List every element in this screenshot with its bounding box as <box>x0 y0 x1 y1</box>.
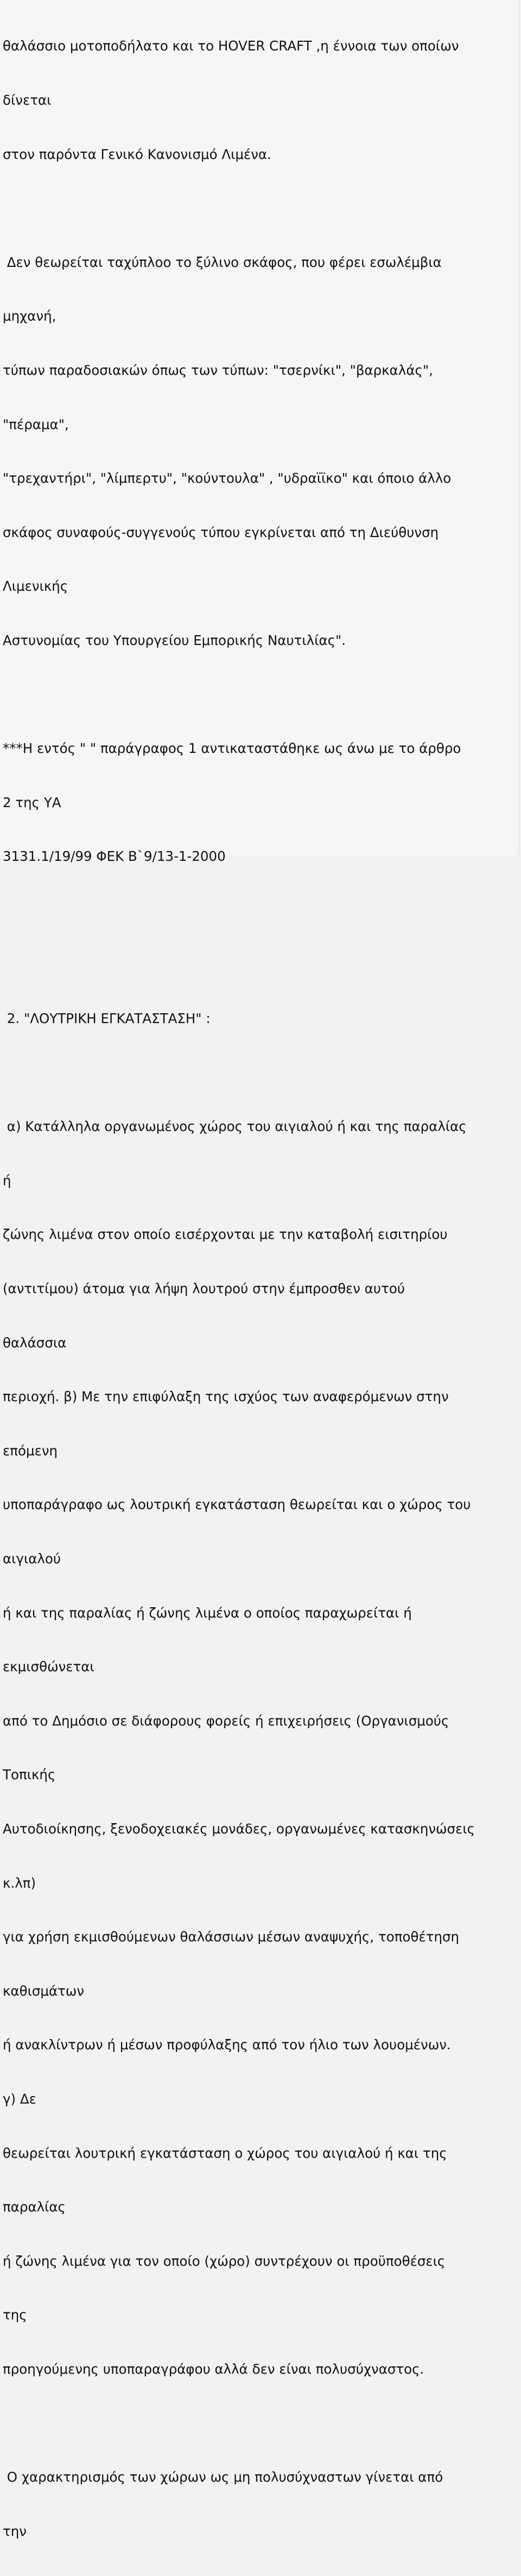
text-line: Λιμενικής <box>3 578 68 595</box>
text-line <box>3 1064 517 1082</box>
text-line: δίνεται <box>3 92 52 108</box>
text-line: 2 της ΥΑ <box>3 794 61 810</box>
text-line: (αντιτίμου) άτομα για λήψη λουτρού στην έμπροσθεν αυτού <box>3 1281 405 1297</box>
text-line: θαλάσσιο μοτοποδήλατο και το HOVER CRAFT ,η έννοια των οποίων <box>3 38 459 54</box>
text-line: τύπων παραδοσιακών όπως των τύπων: "τσερνίκι", "βαρκαλάς", <box>3 362 433 378</box>
text-line: ή ζώνης λιμένα για τον οποίο (χώρο) συντρέχουν οι προϋποθέσεις <box>3 2253 446 2269</box>
text-line: Δεν θεωρείται ταχύπλοο το ξύλινο σκάφος, που φέρει εσωλέμβια <box>3 254 442 270</box>
text-line: "πέραμα", <box>3 416 69 432</box>
text-line: "τρεχαντήρι", "λίμπερτυ", "κούντουλα" , "υδραϊϊκο" και όποιο άλλο <box>3 470 452 487</box>
text-line: α) Κατάλληλα οργανωμένος χώρος του αιγιαλού ή και της παραλίας <box>3 1118 467 1135</box>
text-line: την <box>3 2523 27 2539</box>
text-line: καθισμάτων <box>3 1983 85 1999</box>
text-line: υποπαράγραφο ως λουτρική εγκατάσταση θεωρείται και ο χώρος του <box>3 1497 471 1513</box>
text-line: από το Δημόσιο σε διάφορους φορείς ή επιχειρήσεις (Οργανισμούς <box>3 1712 449 1729</box>
text-line: επόμενη <box>3 1442 58 1459</box>
text-line: 2. "ΛΟΥΤΡΙΚΗ ΕΓΚΑΤΑΣΤΑΣΗ" : <box>3 1011 211 1027</box>
text-line: 3131.1/19/99 ΦΕΚ Β`9/13-1-2000 <box>3 848 226 865</box>
text-line: θαλάσσια <box>3 1334 67 1351</box>
text-line: ***Η εντός " " παράγραφος 1 αντικαταστάθηκε ως άνω με το άρθρο <box>3 740 461 757</box>
text-line: Τοπικής <box>3 1767 56 1783</box>
text-line: παραλίας <box>3 2199 66 2215</box>
text-line: ζώνης λιμένα στον οποίο εισέρχονται με την καταβολή εισιτηρίου <box>3 1226 448 1243</box>
text-line: στον παρόντα Γενικό Κανονισμό Λιμένα. <box>3 146 271 162</box>
text-line: ή ανακλίντρων ή μέσων προφύλαξης από τον ήλιο των λουομένων. <box>3 2037 451 2053</box>
text-line: κ.λπ) <box>3 1875 36 1891</box>
document-text <box>3 1 517 2576</box>
text-line: Αυτοδιοίκησης, ξενοδοχειακές μονάδες, οργανωμένες κατασκηνώσεις <box>3 1821 475 1837</box>
text-line: σκάφος συναφούς-συγγενούς τύπου εγκρίνεται από τη Διεύθυνση <box>3 524 439 540</box>
text-line: ή <box>3 1172 11 1188</box>
text-line <box>3 902 517 919</box>
text-line <box>3 956 517 974</box>
text-line: μηχανή, <box>3 308 56 324</box>
text-line <box>3 199 517 217</box>
text-line: εκμισθώνεται <box>3 1659 94 1675</box>
text-line: για χρήση εκμισθούμενων θαλάσσιων μέσων αναψυχής, τοποθέτηση <box>3 1929 460 1945</box>
text-line <box>3 686 517 704</box>
text-line: Αστυνομίας του Υπουργείου Εμπορικής Ναυτιλίας". <box>3 632 346 648</box>
text-line: θεωρείται λουτρική εγκατάσταση ο χώρος του αιγιαλού ή και της <box>3 2145 447 2161</box>
text-line <box>3 2414 517 2432</box>
text-line: προηγούμενης υποπαραγράφου αλλά δεν είναι πολυσύχναστος. <box>3 2361 424 2377</box>
text-line: γ) Δε <box>3 2091 36 2107</box>
text-line: ή και της παραλίας ή ζώνης λιμένα ο οποίος παραχωρείται ή <box>3 1605 412 1621</box>
text-line: αιγιαλού <box>3 1551 61 1567</box>
text-line: Ο χαρακτηρισμός των χώρων ως μη πολυσύχναστων γίνεται από <box>3 2469 443 2485</box>
text-line: περιοχή. β) Με την επιφύλαξη της ισχύος των αναφερόμενων στην <box>3 1389 449 1405</box>
text-line: της <box>3 2307 27 2323</box>
